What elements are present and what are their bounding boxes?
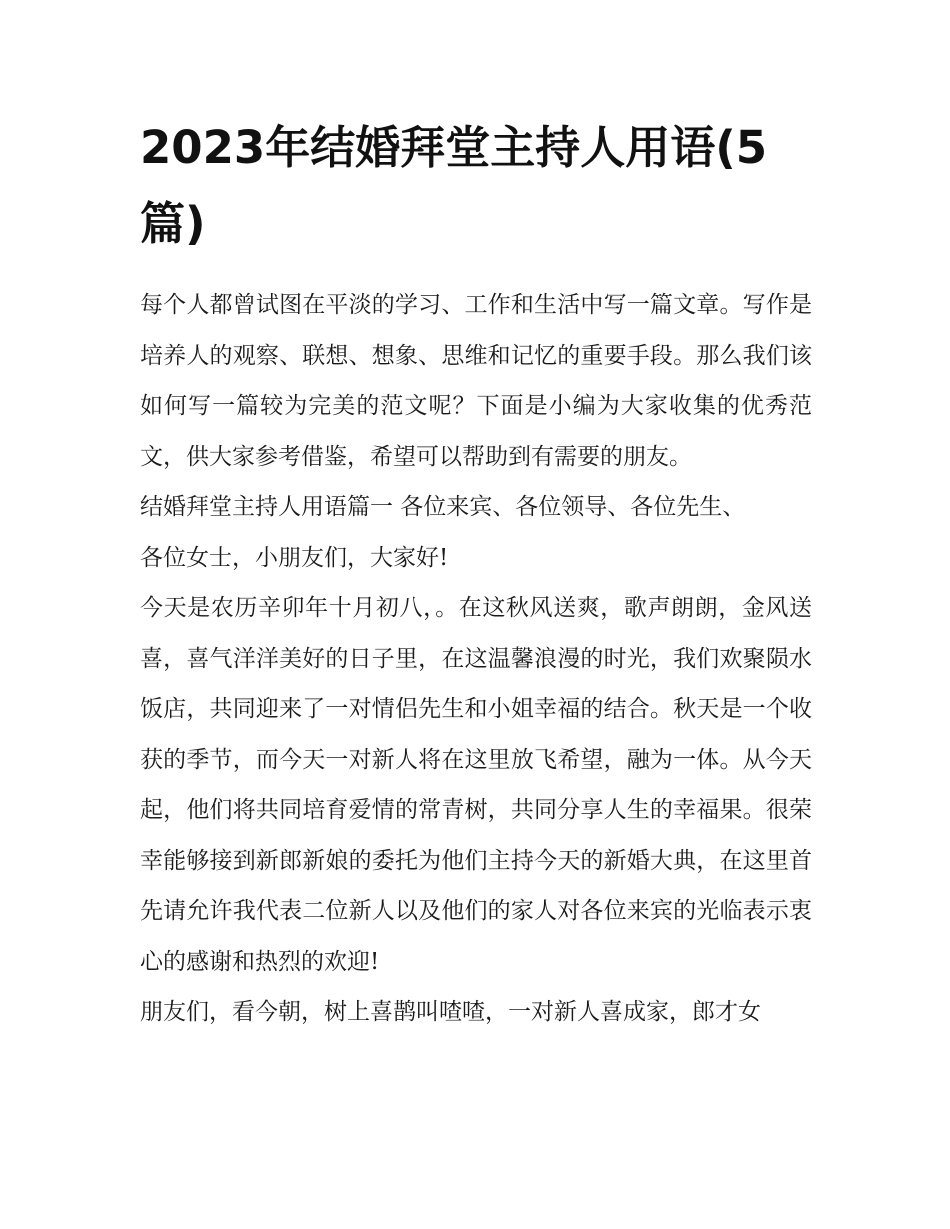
document-title: 2023年结婚拜堂主持人用语(5篇)	[140, 121, 768, 250]
document-page	[140, 110, 812, 1038]
greeting-paragraph: 各位女士，小朋友们，大家好!	[140, 544, 449, 571]
section-heading-line: 结婚拜堂主持人用语篇一 各位来宾、各位领导、各位先生、	[140, 494, 746, 520]
closing-paragraph: 朋友们，看今朝，树上喜鹊叫喳喳，一对新人喜成家，郎才女	[140, 999, 761, 1025]
intro-paragraph: 每个人都曾试图在平淡的学习、工作和生活中写一篇文章。写作是培养人的观察、联想、想象、思维和记忆的重要手段。那么我们该如何写一篇较为完美的范文呢？下面是小编为大家收集的优秀范文，供大家参考借鉴，希望可以帮助到有需要的朋友。	[140, 292, 812, 470]
body-paragraph: 今天是农历辛卯年十月初八，。在这秋风送爽，歌声朗朗，金风送喜，喜气洋洋美好的日子里，在这温馨浪漫的时光，我们欢聚陨水饭店，共同迎来了一对情侣先生和小姐幸福的结合。秋天是一个收获的季节，而今天一对新人将在这里放飞希望，融为一体。从今天起，他们将共同培育爱情的常青树，共同分享人生的幸福果。很荣幸能够接到新郎新娘的委托为他们主持今天的新婚大典，在这里首先请允许我代表二位新人以及他们的家人对各位来宾的光临表示衷心的感谢和热烈的欢迎!	[140, 595, 812, 975]
